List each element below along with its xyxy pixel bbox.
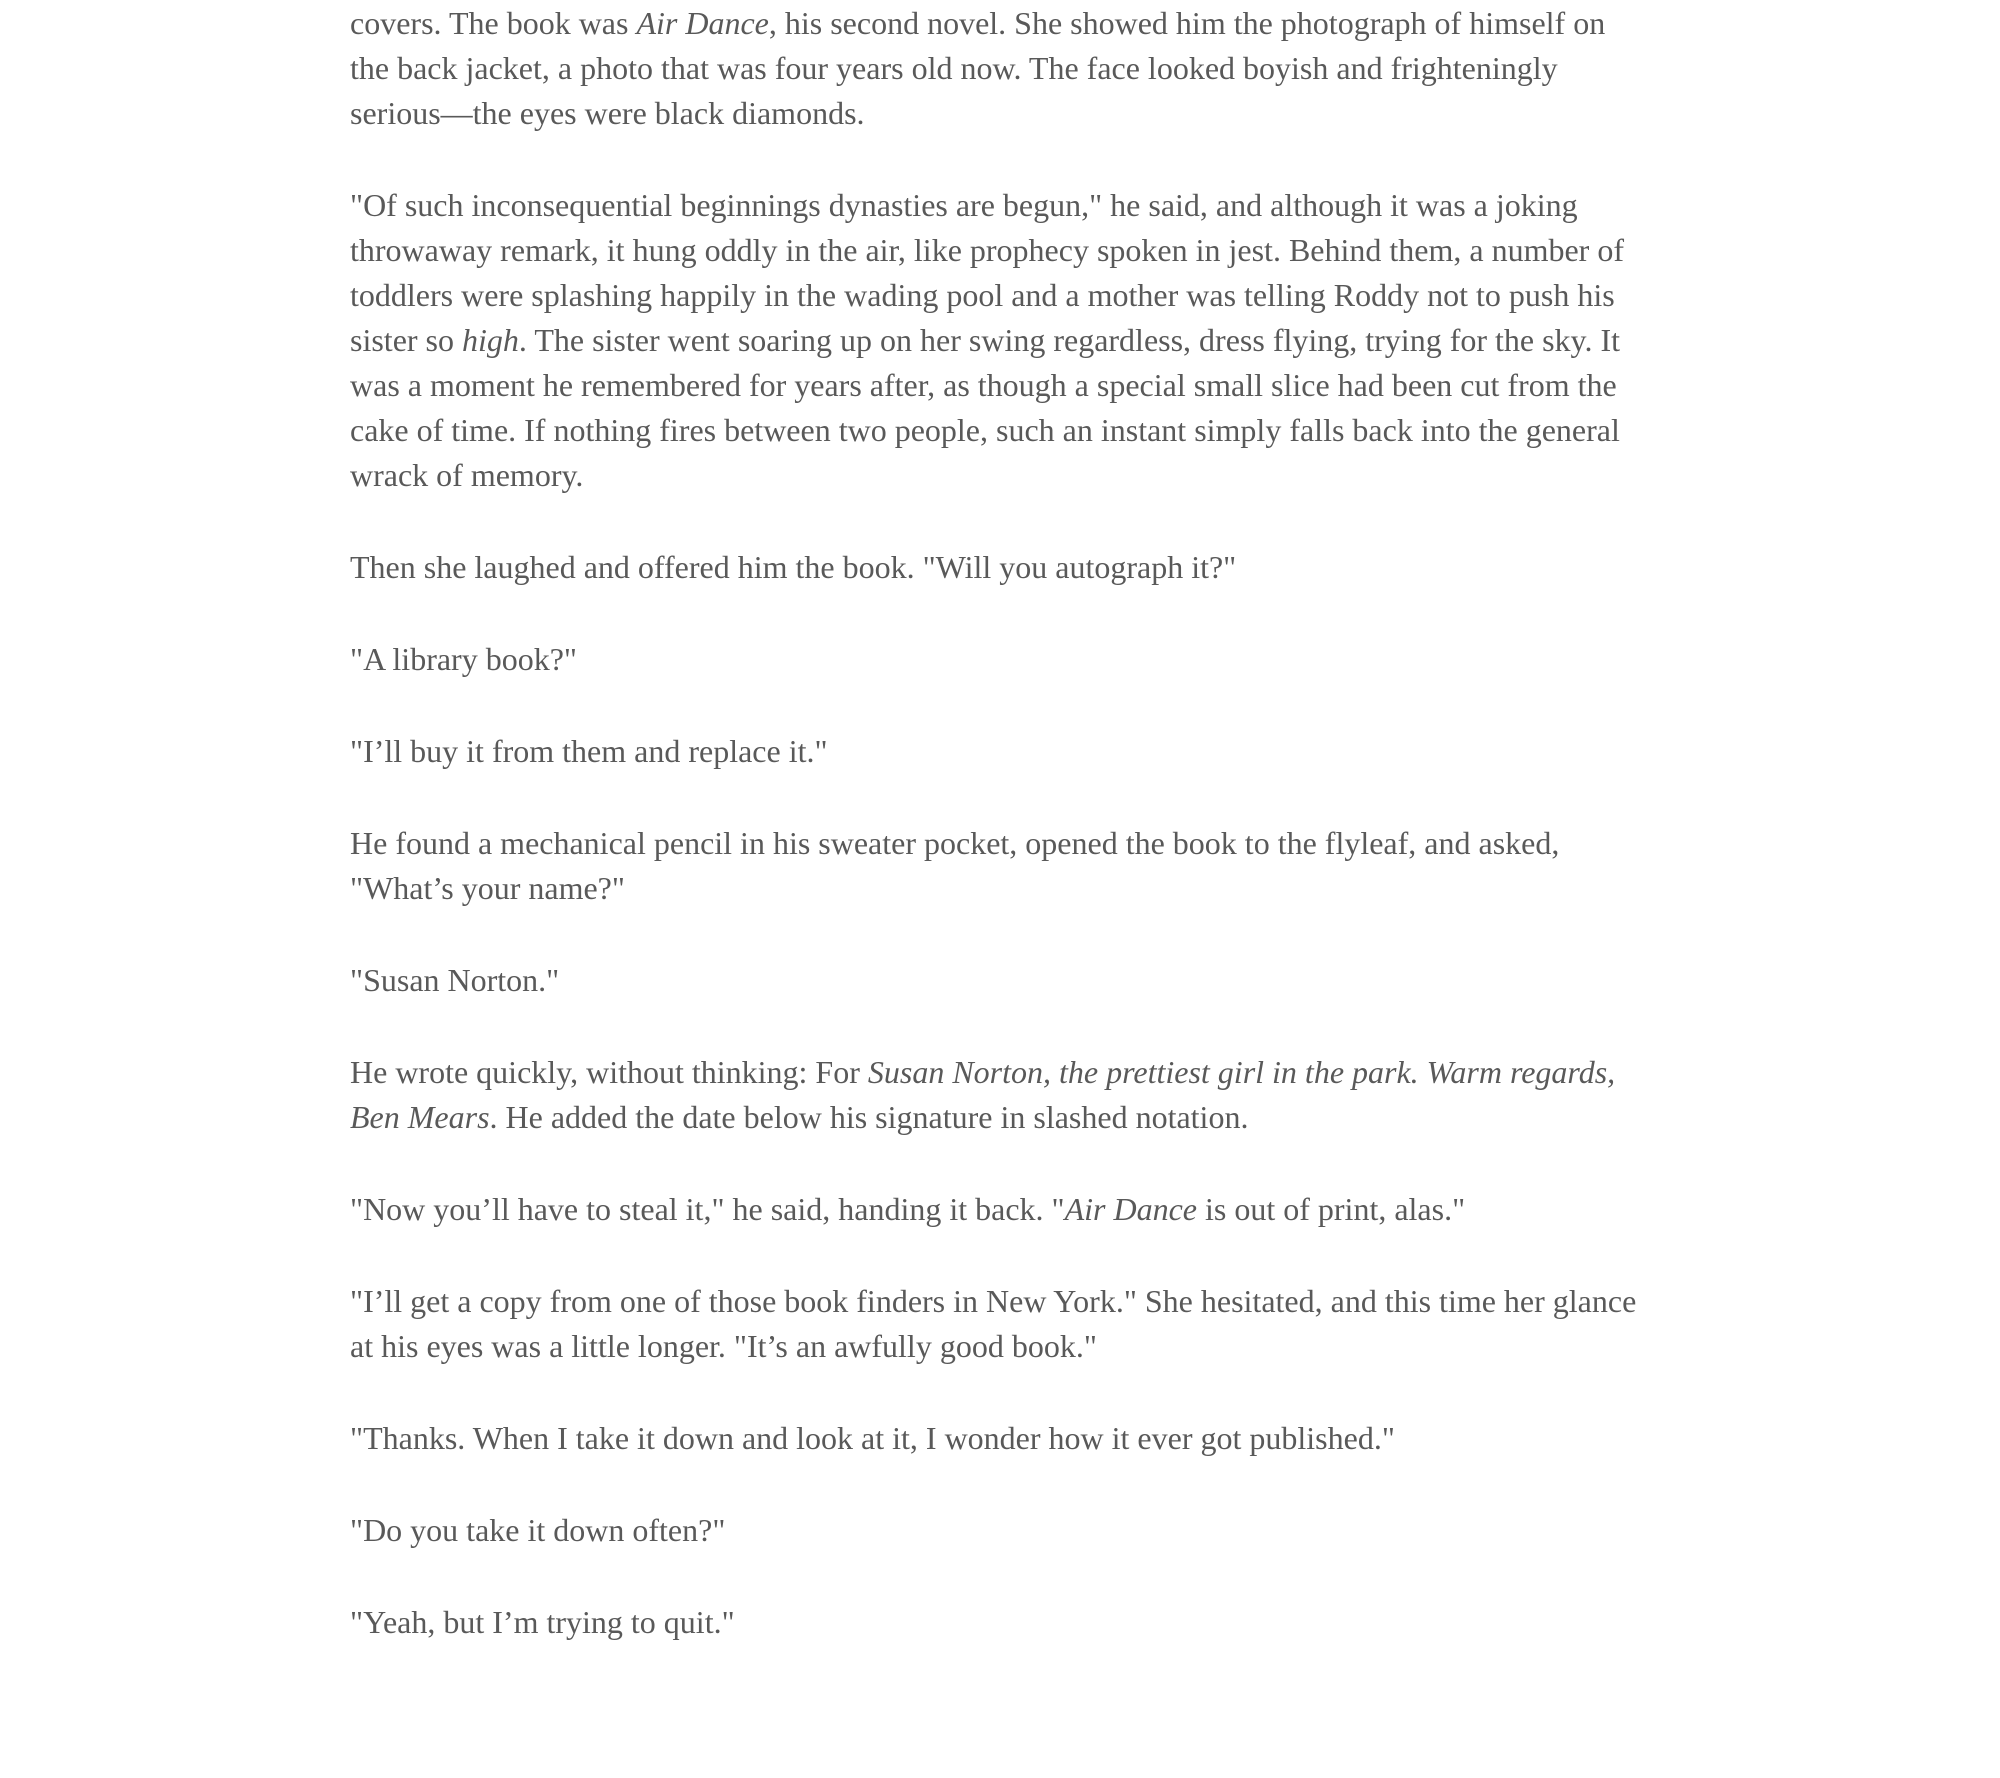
paragraph: [350, 637, 1650, 682]
paragraph: [350, 1508, 1650, 1553]
text-run: "I’ll get a copy from one of those book finders in New York." She hesitated, and this time her glance at his eyes was a little longer. "It’s an awfully good book.": [350, 1283, 1637, 1364]
paragraph: [350, 545, 1650, 590]
text-run: covers. The book was: [350, 5, 637, 41]
paragraph: [350, 1187, 1650, 1232]
paragraph: [350, 1600, 1650, 1645]
paragraph: [350, 729, 1650, 774]
text-run: "I’ll buy it from them and replace it.": [350, 733, 828, 769]
text-run: "Thanks. When I take it down and look at it, I wonder how it ever got published.": [350, 1420, 1395, 1456]
text-run: . The sister went soaring up on her swing regardless, dress flying, trying for the sky. It was a moment he remembered for years after, as though a special small slice had been cut from the cake of time. If nothing fires between two people, such an instant simply falls back into the general wrack of memory.: [350, 322, 1621, 493]
text-run: He wrote quickly, without thinking: For: [350, 1054, 868, 1090]
text-run: "Of such inconsequential beginnings dynasties are begun," he said, and although it was a joking throwaway remark, it hung oddly in the air, like prophecy spoken in jest. Behind them, a number of toddlers were splashing happily in the wading pool and a mother was telling Roddy not to push his sister so: [350, 187, 1624, 358]
text-run: Then she laughed and offered him the book. "Will you autograph it?": [350, 549, 1237, 585]
italic-text: Susan Norton, the prettiest girl in the park. Warm regards, Ben Mears: [350, 1054, 1616, 1135]
paragraph: [350, 1050, 1650, 1140]
paragraph: [350, 821, 1650, 911]
text-run: "A library book?": [350, 641, 577, 677]
text-run: "Now you’ll have to steal it," he said, handing it back. ": [350, 1191, 1065, 1227]
paragraph: [350, 183, 1650, 498]
text-run: He found a mechanical pencil in his sweater pocket, opened the book to the flyleaf, and asked, "What’s your name?": [350, 825, 1560, 906]
italic-text: high: [462, 322, 519, 358]
paragraph: [350, 958, 1650, 1003]
text-run: "Yeah, but I’m trying to quit.": [350, 1604, 735, 1640]
text-run: is out of print, alas.": [1197, 1191, 1466, 1227]
paragraph: [350, 1279, 1650, 1369]
italic-text: Air Dance: [1064, 1191, 1197, 1227]
text-column: [350, 0, 1650, 1645]
text-run: "Susan Norton.": [350, 962, 560, 998]
paragraph: [350, 1, 1650, 136]
italic-text: Air Dance: [636, 5, 769, 41]
paragraph: [350, 1416, 1650, 1461]
text-run: . He added the date below his signature in slashed notation.: [489, 1099, 1249, 1135]
text-run: "Do you take it down often?": [350, 1512, 726, 1548]
text-run: , his second novel. She showed him the photograph of himself on the back jacket, a photo that was four years old now. The face looked boyish and frighteningly serious—the eyes were black diamonds.: [350, 5, 1606, 131]
